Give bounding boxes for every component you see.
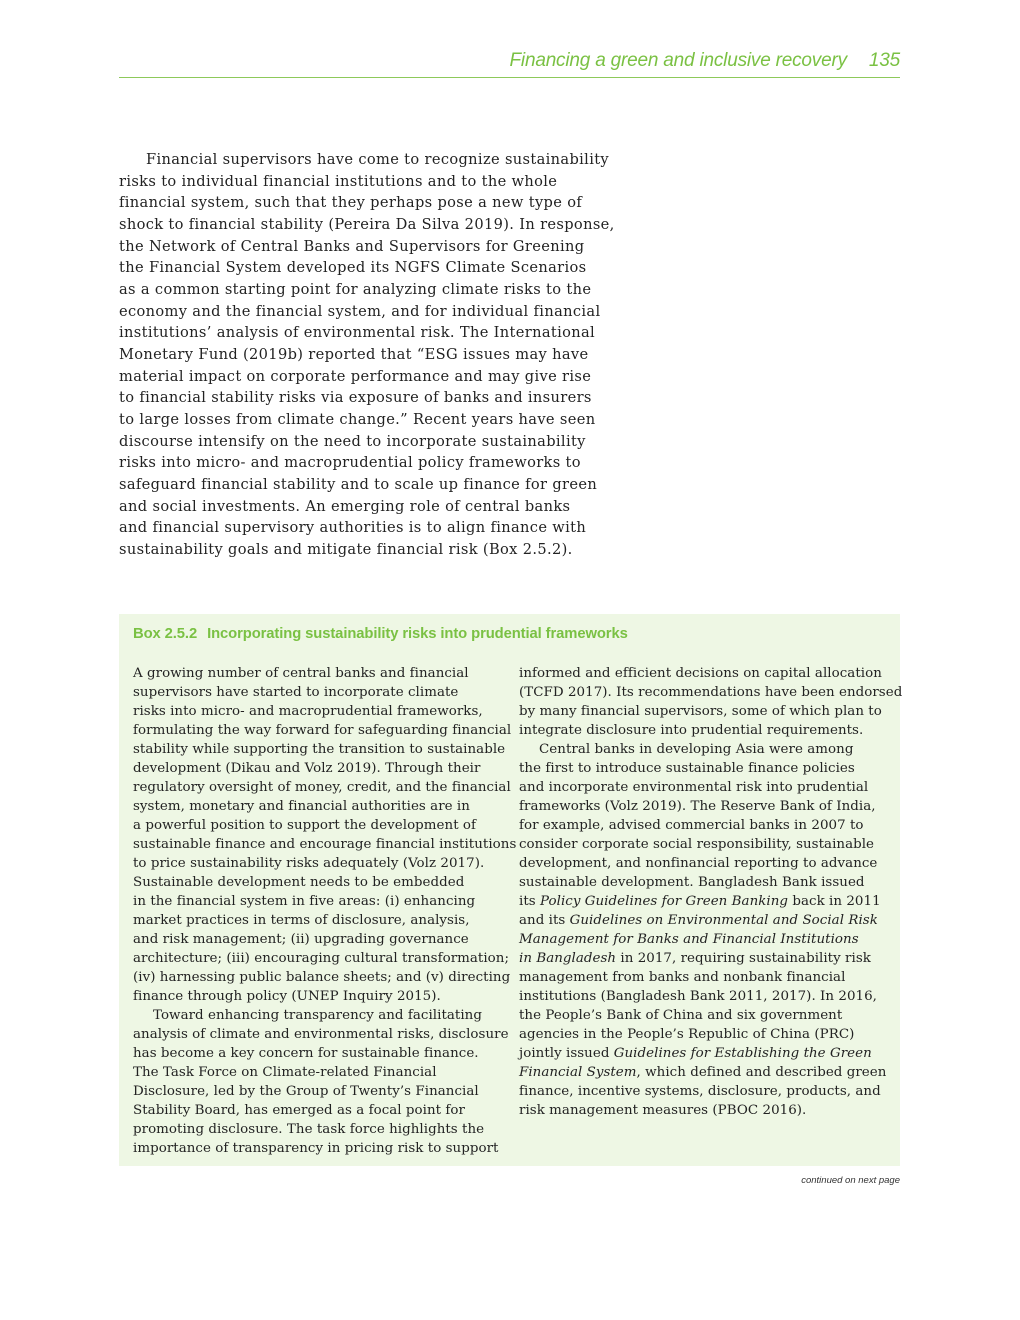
text-line: regulatory oversight of money, credit, and the financial [133,780,511,795]
text-line: promoting disclosure. The task force highlights the [133,1122,485,1137]
text-line: frameworks (Volz 2019). The Reserve Bank of India, [519,799,876,814]
text-line: supervisors have started to incorporate climate [133,685,459,700]
publication-title: Management for Banks and Financial Institutions [519,932,859,947]
text-line: Disclosure, led by the Group of Twenty’s Financial [133,1084,479,1099]
text-line: (TCFD 2017). Its recommendations have been endorsed [519,685,903,700]
text-line: risks to individual financial institutions and to the whole [119,172,558,190]
text-line: sustainable finance and encourage financial institutions [133,837,517,852]
publication-title: Guidelines for Establishing the Green [613,1046,872,1061]
box-label: Box 2.5.2 [133,626,198,642]
text-line: risk management measures (PBOC 2016). [519,1103,807,1118]
text-line: a powerful position to support the development of [133,818,477,833]
text-line [519,911,894,930]
text-line: shock to financial stability (Pereira Da Silva 2019). In response, [119,216,615,234]
text-line: Stability Board, has emerged as a focal point for [133,1103,465,1118]
publication-title: Financial System [519,1065,637,1080]
text-line: and financial supervisory authorities is to align finance with [119,519,587,537]
text-line: (iv) harnessing public balance sheets; and (v) directing [133,970,511,985]
box-right-column [519,664,903,1120]
text-run: jointly issued [519,1046,614,1061]
text-line: importance of transparency in pricing risk to support [133,1141,499,1156]
running-title: Financing a green and inclusive recovery [509,50,847,71]
text-line: the Financial System developed its NGFS Climate Scenarios [119,259,587,277]
text-line: discourse intensify on the need to incorporate sustainability [119,432,586,450]
text-line: Financial supervisors have come to recognize sustainability [146,151,610,168]
text-line: risks into micro- and macroprudential frameworks, [133,704,483,719]
text-line: consider corporate social responsibility, sustainable [519,837,875,852]
text-line: the first to introduce sustainable finance policies [519,761,855,776]
page-number: 135 [868,50,900,71]
text-line [519,1063,894,1082]
text-line: and incorporate environmental risk into prudential [519,780,869,795]
text-line: the People’s Bank of China and six government [519,1008,843,1023]
text-line: financial system, such that they perhaps pose a new type of [119,194,583,212]
text-line: to financial stability risks via exposure of banks and insurers [119,389,592,407]
text-line [519,892,894,911]
text-line: in the financial system in five areas: (i) enhancing [133,894,476,909]
text-run: , which defined and described green [636,1065,887,1080]
text-line: development (Dikau and Volz 2019). Through their [133,761,481,776]
publication-title: in Bangladesh [519,951,617,966]
publication-title: Guidelines on Environmental and Social Risk [569,913,878,928]
text-line: development, and nonfinancial reporting to advance [519,856,878,871]
text-line: Toward enhancing transparency and facilitating [153,1008,482,1023]
text-line: safeguard financial stability and to scale up finance for green [119,476,598,494]
text-line: integrate disclosure into prudential requirements. [519,723,864,738]
text-line: agencies in the People’s Republic of China (PRC) [519,1027,855,1042]
text-line: has become a key concern for sustainable finance. [133,1046,479,1061]
text-run: in 2017, requiring sustainability risk [616,951,871,966]
text-line: as a common starting point for analyzing climate risks to the [119,281,592,299]
text-line: to price sustainability risks adequately (Volz 2017). [133,856,485,871]
text-line: Monetary Fund (2019b) reported that “ESG issues may have [119,346,589,364]
text-run: back in 2011 [788,894,881,909]
text-line: finance through policy (UNEP Inquiry 2015). [133,989,441,1004]
text-line: architecture; (iii) encouraging cultural transformation; [133,951,510,966]
text-line: informed and efficient decisions on capital allocation [519,666,882,681]
text-line: risks into micro- and macroprudential policy frameworks to [119,454,581,472]
text-line: sustainable development. Bangladesh Bank issued [519,875,865,890]
text-run: and its [519,913,570,928]
intro-paragraph [119,149,615,561]
publication-title: Policy Guidelines for Green Banking [540,894,789,909]
box-2-5-2 [119,614,903,1166]
text-line: the Network of Central Banks and Supervisors for Greening [119,237,585,255]
text-line: management from banks and nonbank financial [519,970,846,985]
text-line: institutions (Bangladesh Bank 2011, 2017). In 2016, [519,989,877,1004]
text-line [519,949,894,968]
text-line: sustainability goals and mitigate financial risk (Box 2.5.2). [119,541,573,559]
text-line: The Task Force on Climate-related Financial [133,1065,437,1080]
text-line: Sustainable development needs to be embedded [133,875,465,890]
text-line: institutions’ analysis of environmental risk. The International [119,324,596,342]
text-line: Central banks in developing Asia were among [539,742,854,757]
text-line: system, monetary and financial authorities are in [133,799,470,814]
text-line [519,930,894,949]
text-run: its [519,894,540,909]
text-line: formulating the way forward for safeguarding financial [133,723,512,738]
text-line: analysis of climate and environmental risks, disclosure [133,1027,509,1042]
running-head [119,50,900,72]
text-line: A growing number of central banks and financial [133,666,469,681]
text-line: and risk management; (ii) upgrading governance [133,932,469,947]
text-line: material impact on corporate performance and may give rise [119,367,592,385]
text-line: market practices in terms of disclosure, analysis, [133,913,470,928]
text-line: and social investments. An emerging role of central banks [119,497,571,515]
header-rule [119,77,900,78]
box-title [133,626,628,642]
text-line [519,1044,894,1063]
text-line: to large losses from climate change.” Recent years have seen [119,411,596,429]
text-line: economy and the financial system, and for individual financial [119,302,601,320]
text-line: by many financial supervisors, some of which plan to [519,704,882,719]
text-line: for example, advised commercial banks in 2007 to [519,818,864,833]
text-line: stability while supporting the transition to sustainable [133,742,506,757]
text-line: finance, incentive systems, disclosure, products, and [519,1084,881,1099]
box-left-column [133,664,517,1158]
continued-note: continued on next page [801,1175,900,1186]
box-heading: Incorporating sustainability risks into prudential frameworks [207,626,628,642]
